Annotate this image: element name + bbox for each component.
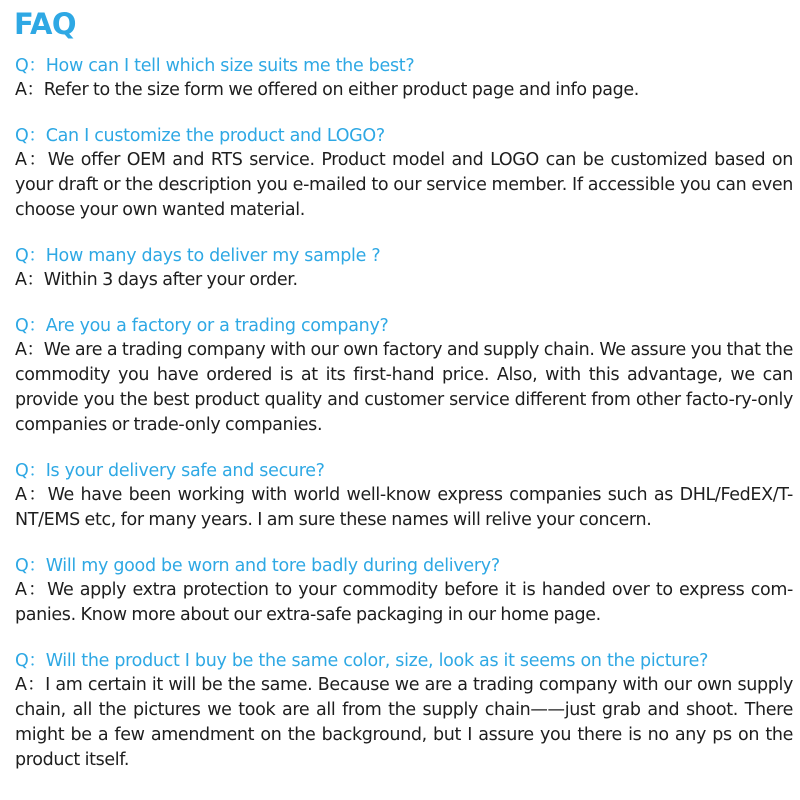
faq-answer bbox=[15, 578, 793, 628]
question-text: Are you a factory or a trading company? bbox=[45, 316, 389, 336]
faq-item bbox=[15, 459, 793, 533]
question-prefix: Q： bbox=[15, 126, 46, 146]
faq-answer bbox=[15, 483, 793, 533]
faq-question bbox=[15, 459, 793, 483]
answer-prefix: A： bbox=[15, 270, 44, 290]
answer-text: We apply extra protection to your commodity before it is handed over to express com-panies. Know more about our extra-safe packaging in our home page. bbox=[15, 580, 793, 625]
answer-text: We offer OEM and RTS service. Product model and LOGO can be customized based on your draft or the description you e-mailed to our service member. If accessible you can even choose your own wanted material. bbox=[15, 150, 793, 220]
question-prefix: Q： bbox=[15, 316, 46, 336]
faq-answer bbox=[15, 78, 793, 103]
answer-prefix: A： bbox=[15, 485, 48, 505]
answer-prefix: A： bbox=[15, 80, 44, 100]
answer-text: We are a trading company with our own factory and supply chain. We assure you that the commodity you have ordered is at its first-hand price. Also, with this advantage, we can provide you the best product quality and customer service different from other facto-ry-only companies or trade-only companies. bbox=[15, 340, 793, 435]
faq-question bbox=[15, 554, 793, 578]
faq-item bbox=[15, 244, 793, 293]
answer-prefix: A： bbox=[15, 340, 44, 360]
answer-text: Within 3 days after your order. bbox=[43, 270, 298, 290]
answer-text: We have been working with world well-know express companies such as DHL/FedEX/T-NT/EMS etc, for many years. I am sure these names will relive your concern. bbox=[15, 485, 793, 530]
answer-prefix: A： bbox=[15, 580, 48, 600]
question-prefix: Q： bbox=[15, 246, 46, 266]
faq-answer bbox=[15, 673, 793, 773]
question-text: Can I customize the product and LOGO? bbox=[45, 126, 385, 146]
faq-question bbox=[15, 124, 793, 148]
faq-item bbox=[15, 124, 793, 223]
faq-question bbox=[15, 314, 793, 338]
question-prefix: Q： bbox=[15, 556, 46, 576]
question-text: Will the product I buy be the same color, size, look as it seems on the picture? bbox=[45, 651, 709, 671]
answer-prefix: A： bbox=[15, 150, 48, 170]
question-prefix: Q： bbox=[15, 651, 46, 671]
faq-item bbox=[15, 649, 793, 773]
question-text: How many days to deliver my sample ? bbox=[45, 246, 381, 266]
faq-answer bbox=[15, 148, 793, 223]
question-text: Is your delivery safe and secure? bbox=[45, 461, 325, 481]
answer-prefix: A： bbox=[15, 675, 46, 695]
faq-list bbox=[15, 54, 793, 794]
question-text: Will my good be worn and tore badly during delivery? bbox=[45, 556, 500, 576]
faq-question bbox=[15, 244, 793, 268]
faq-item bbox=[15, 554, 793, 628]
question-text: How can I tell which size suits me the best? bbox=[45, 56, 415, 76]
faq-answer bbox=[15, 338, 793, 438]
question-prefix: Q： bbox=[15, 461, 46, 481]
answer-text: I am certain it will be the same. Because we are a trading company with our own supply chain, all the pictures we took are all from the supply chain——just grab and shoot. There might be a few amendment on the background, but I assure you there is no any ps on the product itself. bbox=[15, 675, 793, 770]
question-prefix: Q： bbox=[15, 56, 46, 76]
faq-question bbox=[15, 54, 793, 78]
page-title: FAQ bbox=[14, 7, 77, 41]
faq-question bbox=[15, 649, 793, 673]
faq-answer bbox=[15, 268, 793, 293]
faq-item bbox=[15, 314, 793, 438]
answer-text: Refer to the size form we offered on either product page and info page. bbox=[43, 80, 639, 100]
faq-item bbox=[15, 54, 793, 103]
